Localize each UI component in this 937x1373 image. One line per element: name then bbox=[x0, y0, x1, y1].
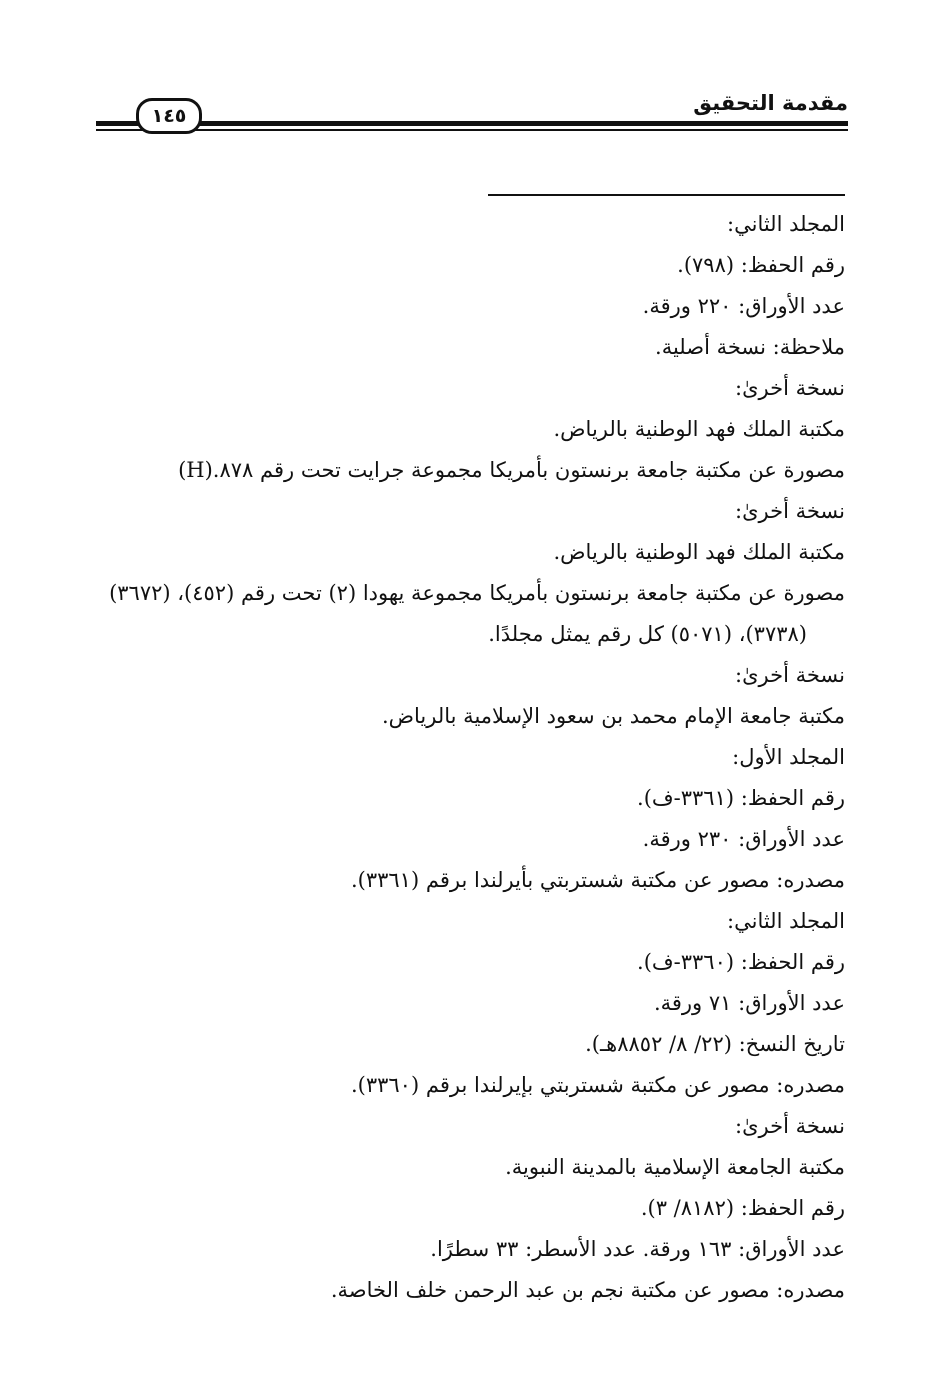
text-line: مصورة عن مكتبة جامعة برنستون بأمريكا مجموعة جرايت تحت رقم ٨٧٨.(H) bbox=[178, 458, 845, 482]
text-line: نسخة أخرىٰ: bbox=[735, 1114, 845, 1138]
text-line: مصورة عن مكتبة جامعة برنستون بأمريكا مجموعة يهودا (٢) تحت رقم (٤٥٢)، (٣٦٧٢) bbox=[109, 581, 845, 605]
text-line: مكتبة الملك فهد الوطنية بالرياض. bbox=[553, 540, 845, 564]
body-text bbox=[75, 204, 845, 1311]
text-line: مكتبة جامعة الإمام محمد بن سعود الإسلامية بالرياض. bbox=[381, 704, 845, 728]
text-line: مصدره: مصور عن مكتبة نجم بن عبد الرحمن خلف الخاصة. bbox=[330, 1278, 845, 1302]
text-line: نسخة أخرىٰ: bbox=[735, 376, 845, 400]
text-line: المجلد الأول: bbox=[732, 745, 845, 769]
running-header bbox=[96, 84, 848, 144]
text-line: مكتبة الجامعة الإسلامية بالمدينة النبوية. bbox=[505, 1155, 845, 1179]
text-line: ملاحظة: نسخة أصلية. bbox=[655, 335, 845, 359]
text-line: المجلد الثاني: bbox=[727, 909, 845, 933]
text-line: نسخة أخرىٰ: bbox=[735, 499, 845, 523]
text-line: رقم الحفظ: (٨١٨٢/ ٣). bbox=[640, 1196, 845, 1220]
text-line: عدد الأوراق: ٢٣٠ ورقة. bbox=[642, 827, 845, 851]
text-line: مكتبة الملك فهد الوطنية بالرياض. bbox=[553, 417, 845, 441]
text-line: عدد الأوراق: ٧١ ورقة. bbox=[653, 991, 845, 1015]
text-line: عدد الأوراق: ١٦٣ ورقة. عدد الأسطر: ٣٣ سطرًا. bbox=[430, 1237, 845, 1261]
text-line: عدد الأوراق: ٢٢٠ ورقة. bbox=[642, 294, 845, 318]
header-rule-thick bbox=[96, 121, 848, 126]
text-line: مصدره: مصور عن مكتبة شستربتي بإيرلندا برقم (٣٣٦٠). bbox=[350, 1073, 845, 1097]
text-line-continuation: (٣٧٣٨)، (٥٠٧١) كل رقم يمثل مجلدًا. bbox=[488, 622, 807, 646]
text-line: تاريخ النسخ: (٢٢/ ٨/ ٨٨٥٢هـ). bbox=[585, 1032, 845, 1056]
text-line: المجلد الثاني: bbox=[727, 212, 845, 236]
header-rule-thin bbox=[96, 129, 848, 131]
text-line: رقم الحفظ: (٧٩٨). bbox=[677, 253, 845, 277]
header-title: مقدمة التحقيق bbox=[685, 90, 848, 116]
text-line: نسخة أخرىٰ: bbox=[735, 663, 845, 687]
text-line: رقم الحفظ: (٣٣٦٠-ف). bbox=[637, 950, 845, 974]
page-number: ١٤٥ bbox=[136, 98, 202, 134]
text-line: رقم الحفظ: (٣٣٦١-ف). bbox=[637, 786, 845, 810]
section-top-rule bbox=[488, 194, 845, 196]
text-line: مصدره: مصور عن مكتبة شستربتي بأيرلندا برقم (٣٣٦١). bbox=[350, 868, 845, 892]
